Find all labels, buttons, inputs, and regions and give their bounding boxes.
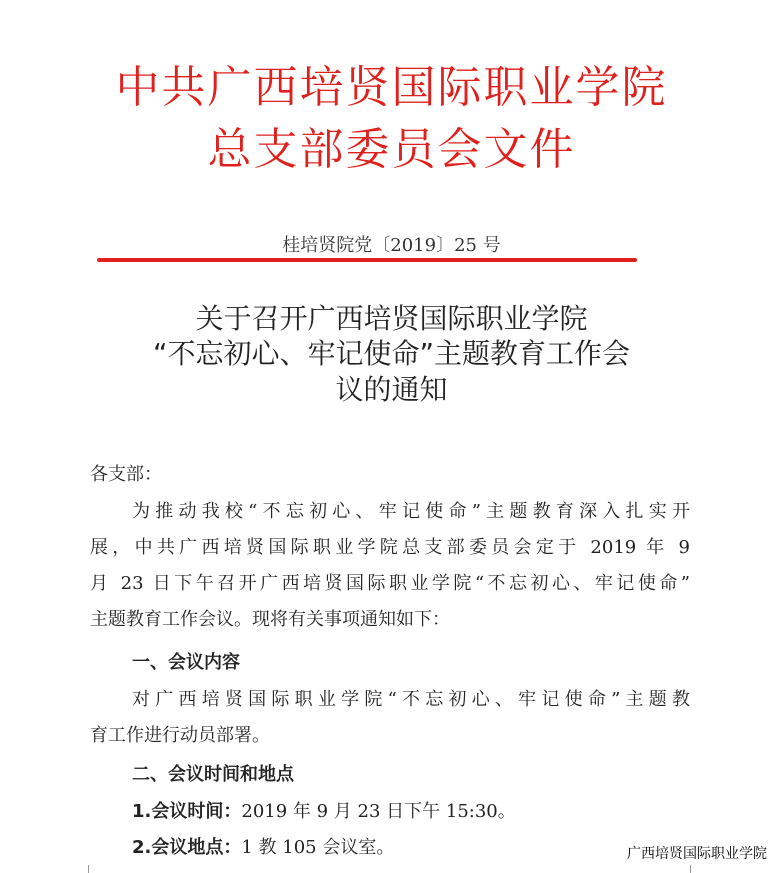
section-1-line-1: 对广西培贤国际职业学院“不忘初心、牢记使命”主题教 xyxy=(132,689,690,710)
paragraph-1-line-4: 主题教育工作会议。现将有关事项通知如下： xyxy=(90,609,450,630)
section-1-heading: 一、会议内容 xyxy=(132,652,240,673)
paragraph-1-line-1: 为推动我校“不忘初心、牢记使命”主题教育深入扎实开 xyxy=(132,501,690,522)
org-title-line1: 中共广西培贤国际职业学院 xyxy=(115,62,668,113)
meeting-place-value: 1 教 105 会议室。 xyxy=(241,837,395,858)
notice-title-line2: “不忘初心、牢记使命”主题教育工作会 xyxy=(152,337,630,370)
meeting-time-value: 2019 年 9 月 23 日下午 15:30。 xyxy=(241,801,516,822)
section-2-heading: 二、会议时间和地点 xyxy=(132,764,294,785)
salutation: 各支部： xyxy=(90,464,162,485)
meeting-time-row xyxy=(132,797,516,823)
org-title-line2: 总支部委员会文件 xyxy=(207,124,576,175)
paragraph-1-line-2: 展，中共广西培贤国际职业学院总支部委员会定于 2019 年 9 xyxy=(90,537,690,558)
section-1-line-2: 育工作进行动员部署。 xyxy=(90,725,270,746)
red-divider xyxy=(97,258,637,262)
meeting-time-label: 1.会议时间： xyxy=(132,801,242,822)
notice-title-line1: 关于召开广西培贤国际职业学院 xyxy=(195,302,588,335)
margin-corner-left xyxy=(88,865,89,873)
notice-title-line3: 议的通知 xyxy=(335,373,448,406)
paragraph-1-line-3: 月 23 日下午召开广西培贤国际职业学院“不忘初心、牢记使命” xyxy=(90,573,690,594)
document-number: 桂培贤院党〔2019〕25 号 xyxy=(282,235,501,256)
meeting-place-row xyxy=(132,833,394,859)
margin-corner-right xyxy=(690,865,691,873)
meeting-place-label: 2.会议地点： xyxy=(132,837,242,858)
watermark: 广西培贤国际职业学院 xyxy=(627,843,767,863)
